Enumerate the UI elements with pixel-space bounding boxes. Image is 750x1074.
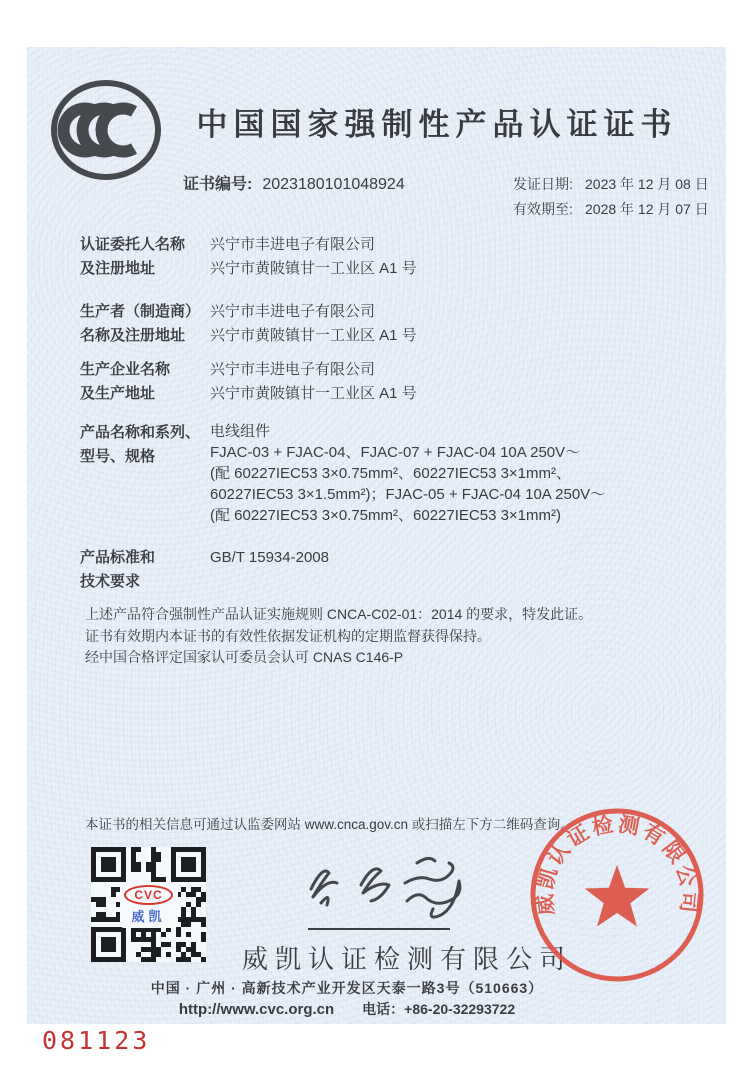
field-label: 生产者（制造商） 名称及注册地址 <box>80 303 201 344</box>
certificate-number-row <box>183 171 405 194</box>
statement-line: 证书有效期内本证书的有效性依据发证机构的定期监督获得保持。 <box>85 627 491 644</box>
certificate-number-label: 证书编号: <box>183 176 253 193</box>
issue-date-value: 2023 年 12 月 08 日 <box>585 176 709 192</box>
field-label: 生产企业名称 及生产地址 <box>80 361 171 402</box>
issuer-phone: +86-20-32293722 <box>404 1001 516 1017</box>
field-value: 兴宁市丰进电子有限公司 兴宁市黄陂镇甘一工业区 A1 号 <box>210 303 417 344</box>
issue-date-label: 发证日期: <box>513 176 573 192</box>
field-label: 产品名称和系列、 型号、规格 <box>80 424 201 465</box>
certificate-number-value: 2023180101048924 <box>262 176 405 193</box>
field-label: 产品标准和 技术要求 <box>80 549 156 590</box>
statement-line: 上述产品符合强制性产品认证实施规则 CNCA-C02-01：2014 的要求，特发此证。 <box>85 606 593 622</box>
field-value: 电线组件 FJAC-03 + FJAC-04、FJAC-07 + FJAC-04 10A 250V～ (配 60227IEC53 3×0.75mm²、60227IEC53 3×1mm²、 60227IEC53 3×1.5mm²)；FJAC-05 + FJAC-04 10A 250V～ (配 60227IEC53 3×0.75mm²、60227IEC53 3×1mm²) <box>210 423 606 524</box>
ccc-logo-icon <box>48 76 164 184</box>
expiry-date-row <box>513 197 709 222</box>
cvc-logo-text: CVC <box>124 885 172 905</box>
issue-date-row <box>513 172 709 197</box>
certificate-body <box>27 47 726 1024</box>
issuer-website: http://www.cvc.org.cn <box>178 1001 335 1018</box>
field-value: 兴宁市丰进电子有限公司 兴宁市黄陂镇甘一工业区 A1 号 <box>210 236 417 277</box>
field-label: 认证委托人名称 及注册地址 <box>80 236 186 277</box>
serial-number: 081123 <box>42 1026 151 1055</box>
signature-line <box>308 928 450 930</box>
verification-note: 本证书的相关信息可通过认监委网站 www.cnca.gov.cn 或扫描左下方二维码查询。 <box>85 817 574 832</box>
cvc-logo <box>120 882 178 928</box>
expiry-date-value: 2028 年 12 月 07 日 <box>585 201 709 217</box>
statement-paragraph <box>85 604 685 669</box>
dates-block <box>513 172 709 222</box>
cvc-logo-subtext: 威凯 <box>131 908 166 924</box>
field-value: 兴宁市丰进电子有限公司 兴宁市黄陂镇甘一工业区 A1 号 <box>210 361 417 402</box>
seal-star-icon <box>585 865 650 927</box>
company-seal-stamp <box>528 806 706 984</box>
expiry-date-label: 有效期至: <box>513 201 573 217</box>
issuer-phone-label: 电话： <box>362 1001 405 1017</box>
statement-line: 经中国合格评定国家认可委员会认可 CNAS C146-P <box>85 649 404 665</box>
seal-text: 威凯认证检测有限公司 <box>533 812 701 917</box>
issuer-company-name: 威凯认证检测有限公司 <box>241 944 572 974</box>
signature-handwriting <box>289 847 489 929</box>
field-value: GB/T 15934-2008 <box>210 549 329 566</box>
issuer-address: 中国 · 广州 · 高新技术产业开发区天泰一路3号（510663） <box>150 980 544 996</box>
certificate-title: 中国国家强制性产品认证证书 <box>196 107 678 142</box>
issuer-contact-row <box>147 999 547 1019</box>
